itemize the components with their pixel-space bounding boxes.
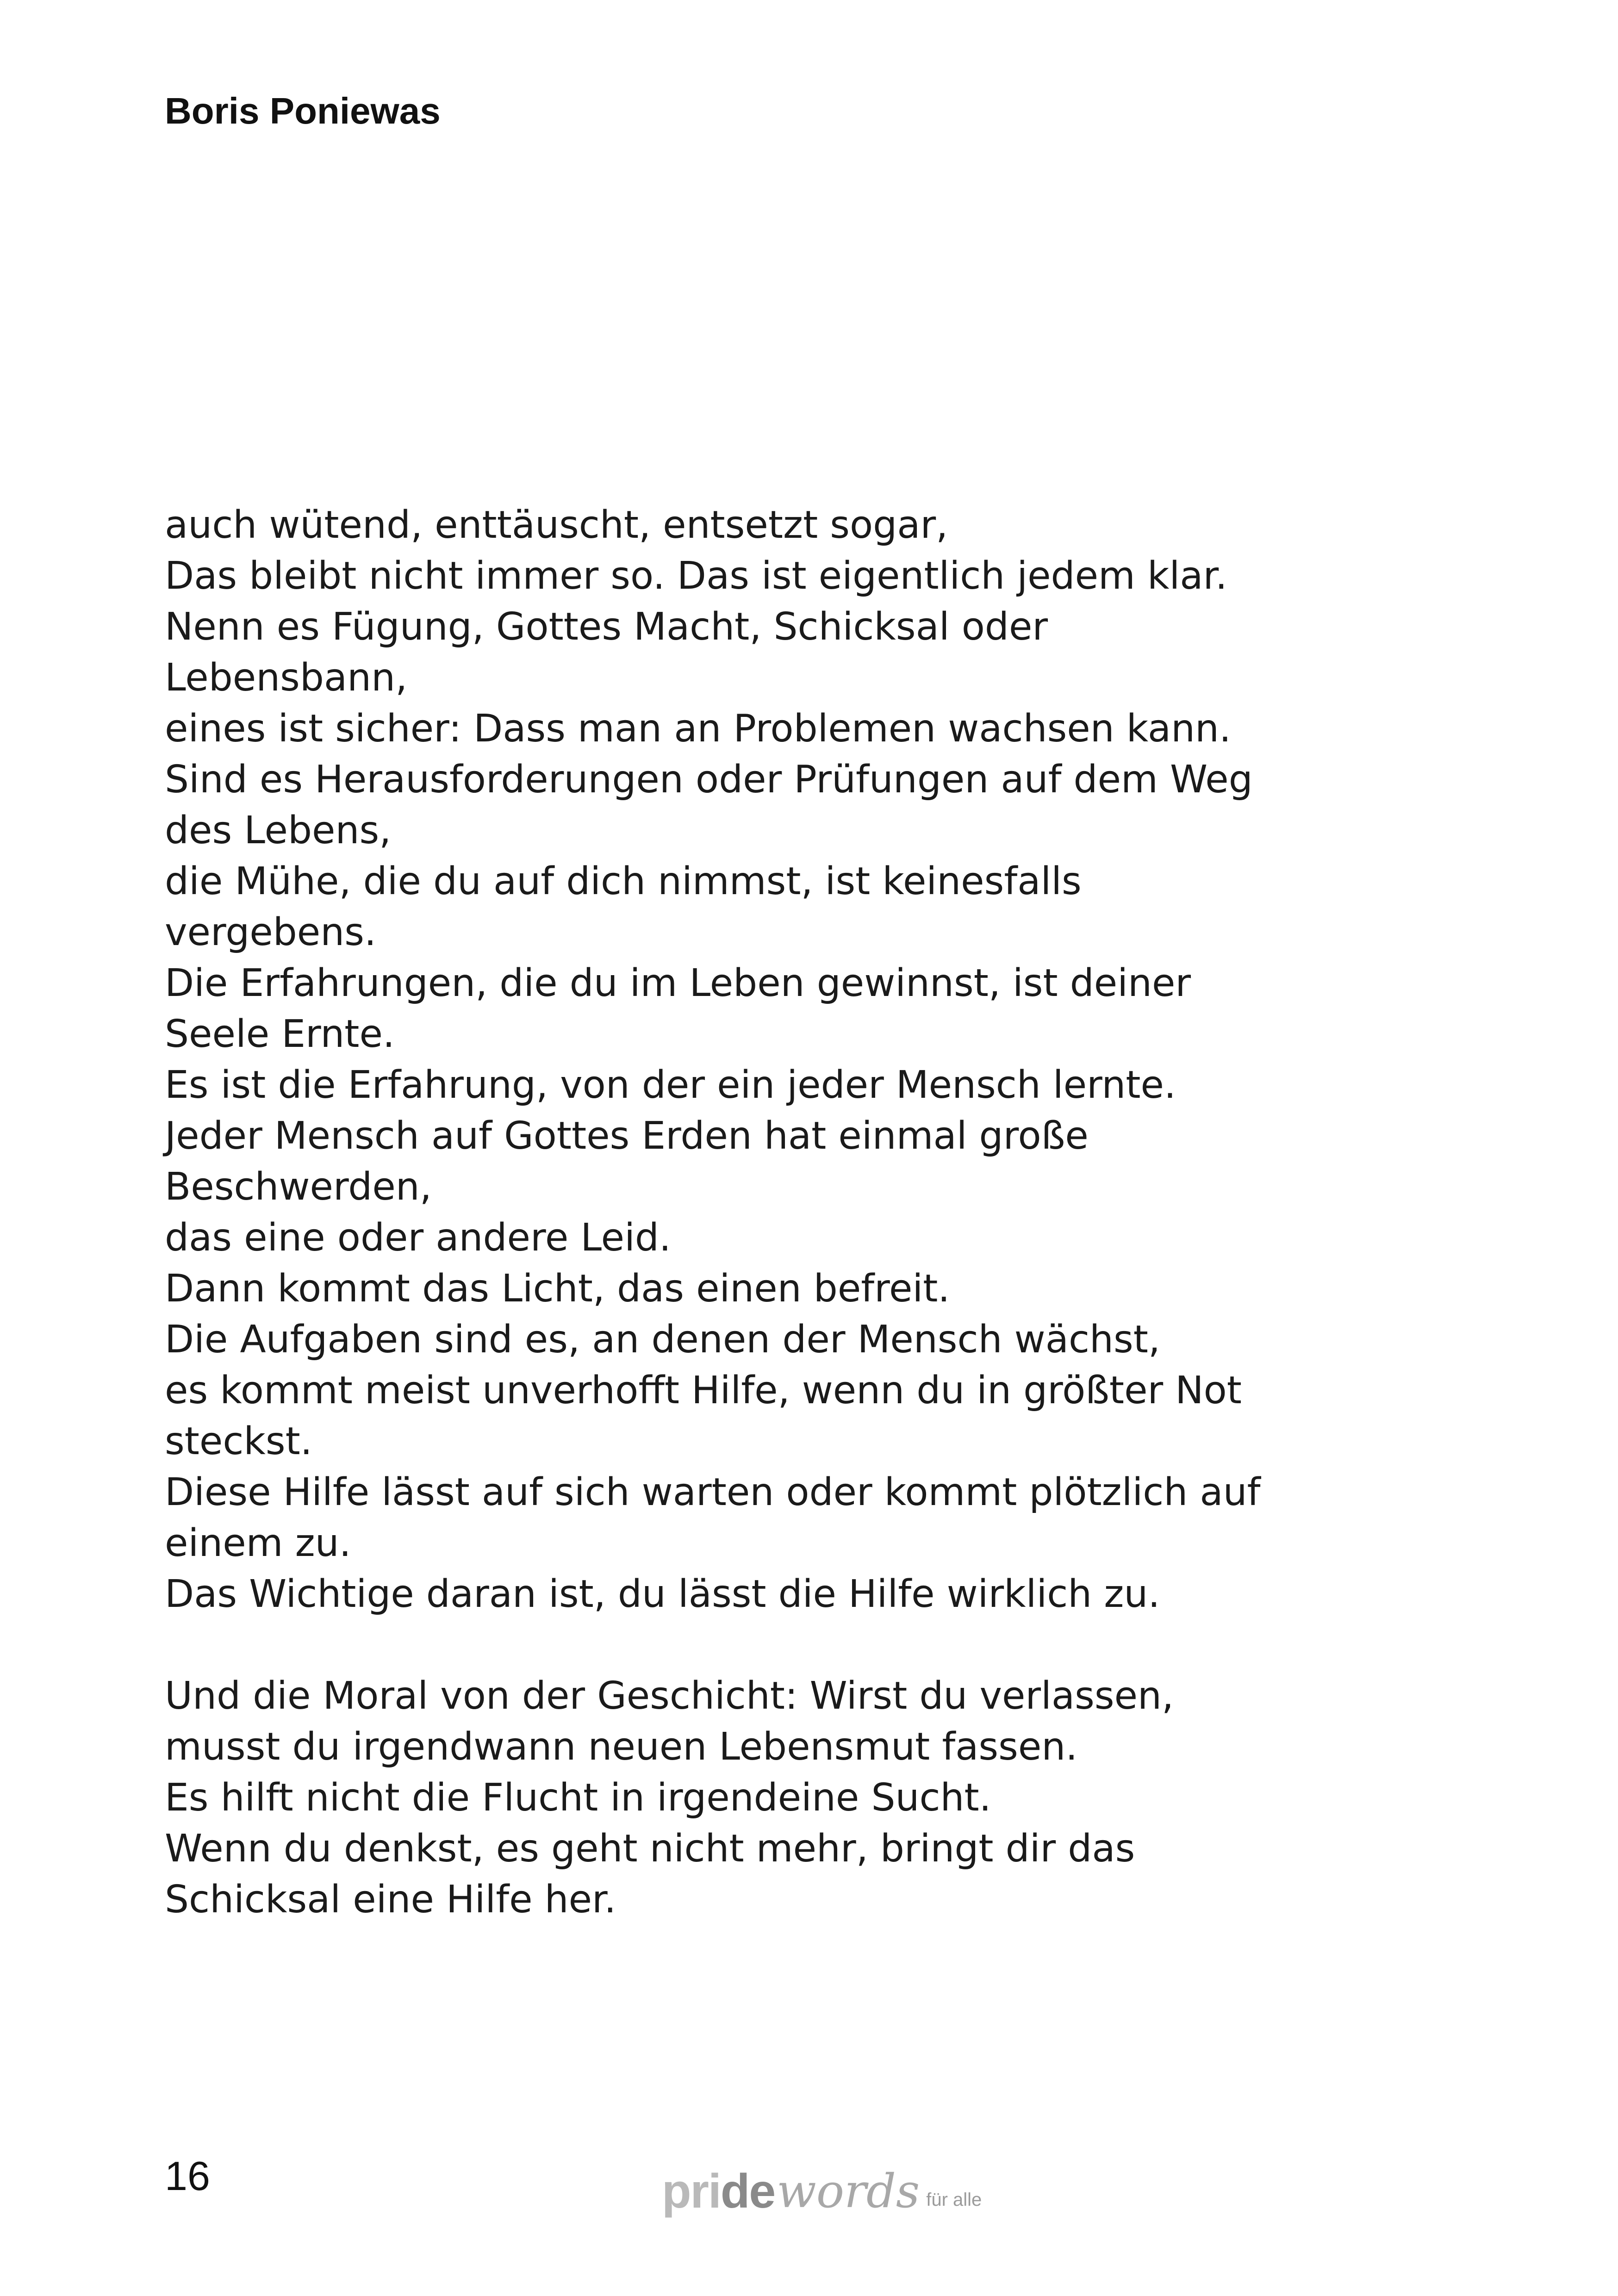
stanza-divider — [165, 1620, 1368, 1671]
poem-line: Dann kommt das Licht, das einen befreit. — [165, 1267, 950, 1311]
poem-line: Das Wichtige daran ist, du lässt die Hilfe wirklich zu. — [165, 1572, 1160, 1616]
poem-line: Die Erfahrungen, die du im Leben gewinnst, ist deiner — [165, 961, 1191, 1005]
logo-suffix: für alle — [926, 2190, 982, 2210]
poem-line: es kommt meist unverhofft Hilfe, wenn du in größter Not — [165, 1369, 1242, 1412]
poem-body — [165, 500, 1368, 1925]
poem-line: auch wütend, enttäuscht, entsetzt sogar, — [165, 503, 948, 547]
poem-line: Diese Hilfe lässt auf sich warten oder kommt plötzlich auf — [165, 1470, 1261, 1514]
poem-line: Es ist die Erfahrung, von der ein jeder Mensch lernte. — [165, 1063, 1176, 1107]
poem-line: eines ist sicher: Dass man an Problemen wachsen kann. — [165, 707, 1232, 751]
poem-line: Das bleibt nicht immer so. Das ist eigentlich jedem klar. — [165, 554, 1227, 598]
logo-pride-wordmark — [662, 2164, 775, 2219]
poem-line: Die Aufgaben sind es, an denen der Mensch wächst, — [165, 1318, 1160, 1362]
publisher-logo — [662, 2154, 982, 2219]
poem-line: die Mühe, die du auf dich nimmst, ist keinesfalls — [165, 859, 1082, 903]
poem-line: musst du irgendwann neuen Lebensmut fassen. — [165, 1725, 1078, 1769]
poem-line: Lebensbann, — [165, 656, 408, 700]
stanza-2 — [165, 1671, 1368, 1925]
poem-line: vergebens. — [165, 910, 377, 954]
logo-pride-strong: de — [720, 2165, 775, 2218]
poem-line: Beschwerden, — [165, 1165, 432, 1209]
poem-line: Seele Ernte. — [165, 1012, 395, 1056]
poem-line: das eine oder andere Leid. — [165, 1216, 671, 1260]
poem-line: Wenn du denkst, es geht nicht mehr, bringt dir das — [165, 1827, 1135, 1871]
poem-line: Jeder Mensch auf Gottes Erden hat einmal große — [165, 1114, 1089, 1158]
poem-line: einem zu. — [165, 1521, 351, 1565]
author-name: Boris Poniewas — [165, 90, 441, 131]
poem-line: Schicksal eine Hilfe her. — [165, 1878, 616, 1922]
logo-words-script: words — [777, 2164, 920, 2218]
poem-line: des Lebens, — [165, 809, 392, 852]
poem-line: Und die Moral von der Geschicht: Wirst du verlassen, — [165, 1674, 1174, 1718]
poem-line: steckst. — [165, 1419, 312, 1463]
poem-line: Sind es Herausforderungen oder Prüfungen auf dem Weg — [165, 758, 1253, 802]
logo-pride-light: pri — [662, 2165, 721, 2218]
page-number: 16 — [165, 2153, 210, 2199]
poem-line: Es hilft nicht die Flucht in irgendeine Sucht. — [165, 1776, 991, 1820]
poem-line: Nenn es Fügung, Gottes Macht, Schicksal oder — [165, 605, 1048, 649]
stanza-1 — [165, 500, 1368, 1620]
